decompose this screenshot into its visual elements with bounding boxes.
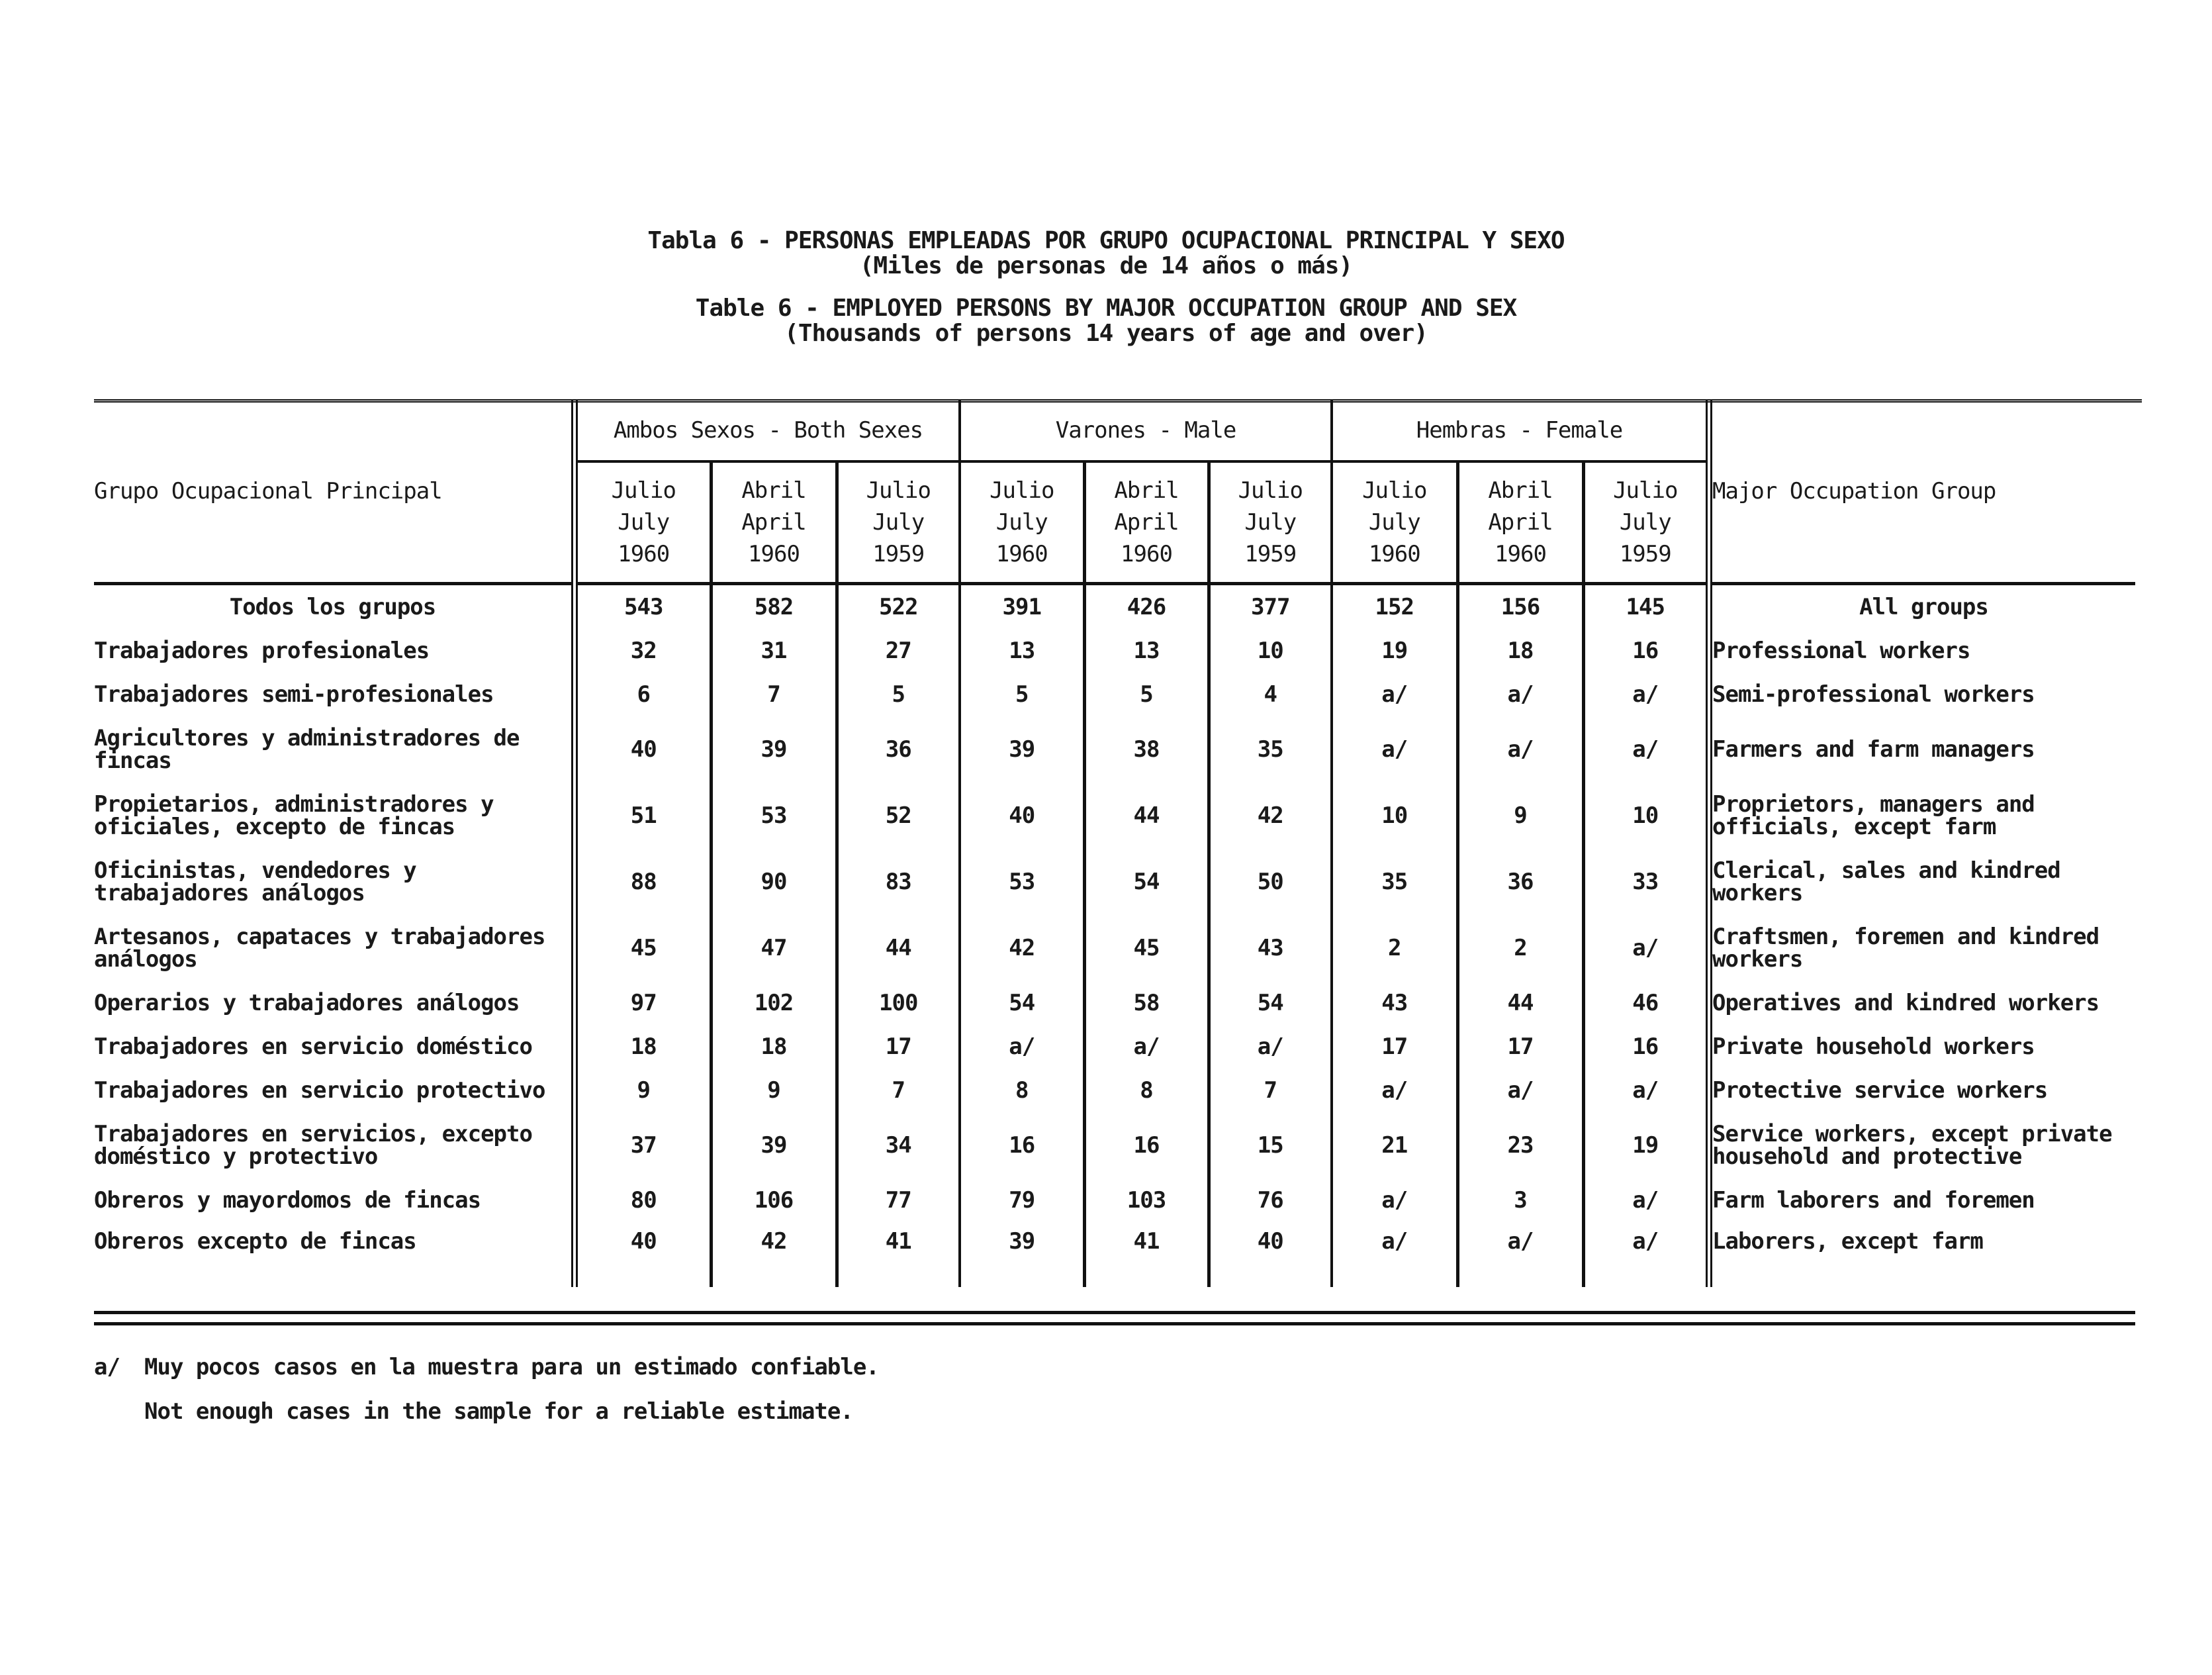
group-both-sexes: Ambos Sexos - Both Sexes [575, 401, 960, 461]
cell: 10 [1332, 783, 1457, 849]
cell: 88 [575, 849, 711, 915]
cell: 7 [837, 1069, 960, 1112]
row-label-es: Trabajadores profesionales [94, 638, 430, 664]
table-row [94, 1025, 2135, 1069]
table-row [94, 849, 2135, 915]
group-male: Varones - Male [960, 401, 1332, 461]
cell: a/ [1583, 1069, 1709, 1112]
cell: 97 [575, 981, 711, 1025]
cell: a/ [1332, 673, 1457, 716]
cell: 42 [1209, 783, 1332, 849]
cell: 145 [1583, 584, 1709, 630]
cell: 19 [1583, 1112, 1709, 1178]
period-header: Abril April 1960 [1457, 461, 1583, 584]
cell: 44 [1084, 783, 1209, 849]
cell: 15 [1209, 1112, 1332, 1178]
cell: 17 [837, 1025, 960, 1069]
cell: 35 [1209, 716, 1332, 783]
cell: 10 [1209, 629, 1332, 673]
cell: 77 [837, 1178, 960, 1222]
period-header: Julio July 1960 [1332, 461, 1457, 584]
cell: 5 [960, 673, 1084, 716]
cell: 39 [960, 1222, 1084, 1287]
cell: 54 [960, 981, 1084, 1025]
table-row [94, 1222, 2135, 1287]
cell: 2 [1332, 915, 1457, 981]
table-row [94, 1069, 2135, 1112]
cell: 10 [1583, 783, 1709, 849]
table-row [94, 629, 2135, 673]
cell: 7 [711, 673, 837, 716]
cell: 41 [1084, 1222, 1209, 1287]
cell: 582 [711, 584, 837, 630]
footnote-en [94, 1398, 853, 1425]
cell: 45 [575, 915, 711, 981]
period-header: Abril April 1960 [1084, 461, 1209, 584]
cell: 76 [1209, 1178, 1332, 1222]
row-label-es: Artesanos, capataces y trabajadores análogos [94, 924, 545, 973]
row-label-es: Agricultores y administradores de fincas [94, 725, 520, 774]
cell: 42 [960, 915, 1084, 981]
cell: 51 [575, 783, 711, 849]
cell: 32 [575, 629, 711, 673]
cell: 5 [837, 673, 960, 716]
table-title-block [0, 228, 2212, 346]
cell: 426 [1084, 584, 1209, 630]
cell: 102 [711, 981, 837, 1025]
cell: 3 [1457, 1178, 1583, 1222]
cell: 16 [1583, 1025, 1709, 1069]
subtitle-es: (Miles de personas de 14 años o más) [859, 252, 1353, 279]
cell: 33 [1583, 849, 1709, 915]
row-label-en: Farmers and farm managers [1709, 716, 2135, 783]
cell: 43 [1209, 915, 1332, 981]
cell: a/ [1332, 1222, 1457, 1287]
cell: 17 [1457, 1025, 1583, 1069]
row-label-en: Semi-professional workers [1709, 673, 2135, 716]
cell: 100 [837, 981, 960, 1025]
cell: a/ [1457, 716, 1583, 783]
cell: 35 [1332, 849, 1457, 915]
cell: 8 [1084, 1069, 1209, 1112]
row-label-es: Trabajadores en servicio protectivo [94, 1077, 545, 1104]
cell: 42 [711, 1222, 837, 1287]
row-label-es: Trabajadores en servicios, excepto doméstico y protectivo [94, 1121, 532, 1170]
cell: 106 [711, 1178, 837, 1222]
row-label-en: Protective service workers [1709, 1069, 2135, 1112]
cell: 23 [1457, 1112, 1583, 1178]
row-label-es: Propietarios, administradores y oficiales, excepto de fincas [94, 791, 494, 840]
header-left: Grupo Ocupacional Principal [94, 401, 575, 584]
cell: 79 [960, 1178, 1084, 1222]
cell: 19 [1332, 629, 1457, 673]
cell: a/ [1583, 915, 1709, 981]
cell: 44 [837, 915, 960, 981]
cell: 4 [1209, 673, 1332, 716]
row-label-es: Obreros excepto de fincas [94, 1228, 416, 1255]
cell: a/ [1332, 1069, 1457, 1112]
cell: 39 [711, 716, 837, 783]
cell: 16 [1583, 629, 1709, 673]
cell: 6 [575, 673, 711, 716]
cell: 58 [1084, 981, 1209, 1025]
cell: 8 [960, 1069, 1084, 1112]
cell: 18 [1457, 629, 1583, 673]
cell: 2 [1457, 915, 1583, 981]
cell: 90 [711, 849, 837, 915]
cell: 54 [1209, 981, 1332, 1025]
group-female: Hembras - Female [1332, 401, 1709, 461]
cell: 13 [1084, 629, 1209, 673]
table-row [94, 716, 2135, 783]
cell: 41 [837, 1222, 960, 1287]
cell: 522 [837, 584, 960, 630]
cell: a/ [1583, 1178, 1709, 1222]
cell: 5 [1084, 673, 1209, 716]
cell: 34 [837, 1112, 960, 1178]
cell: a/ [1084, 1025, 1209, 1069]
cell: 17 [1332, 1025, 1457, 1069]
title-en: Table 6 - EMPLOYED PERSONS BY MAJOR OCCUPATION GROUP AND SEX [695, 295, 1517, 322]
cell: 40 [1209, 1222, 1332, 1287]
row-label-en: All groups [1709, 584, 2135, 630]
cell: 52 [837, 783, 960, 849]
cell: 53 [711, 783, 837, 849]
cell: 44 [1457, 981, 1583, 1025]
table-row [94, 1178, 2135, 1222]
cell: 36 [1457, 849, 1583, 915]
cell: 39 [711, 1112, 837, 1178]
cell: 39 [960, 716, 1084, 783]
footnote-mark: a/ [94, 1354, 120, 1380]
cell: 16 [960, 1112, 1084, 1178]
cell: 53 [960, 849, 1084, 915]
row-label-en: Laborers, except farm [1709, 1222, 2135, 1287]
row-label-en: Farm laborers and foremen [1709, 1178, 2135, 1222]
cell: 38 [1084, 716, 1209, 783]
footnote-es [94, 1354, 879, 1380]
row-label-es: Operarios y trabajadores análogos [94, 990, 520, 1016]
row-label-es: Trabajadores en servicio doméstico [94, 1033, 532, 1060]
row-label-es: Todos los grupos [229, 594, 436, 620]
row-label-en: Operatives and kindred workers [1709, 981, 2135, 1025]
cell: 54 [1084, 849, 1209, 915]
cell: 21 [1332, 1112, 1457, 1178]
cell: 18 [575, 1025, 711, 1069]
table-row [94, 981, 2135, 1025]
employment-table [94, 401, 2135, 1287]
cell: a/ [1457, 1222, 1583, 1287]
cell: 40 [960, 783, 1084, 849]
period-header: Julio July 1960 [960, 461, 1084, 584]
table-row [94, 915, 2135, 981]
bottom-rule [94, 1311, 2135, 1325]
cell: a/ [1332, 1178, 1457, 1222]
cell: 7 [1209, 1069, 1332, 1112]
period-header: Julio July 1959 [837, 461, 960, 584]
cell: 40 [575, 716, 711, 783]
row-label-en: Service workers, except private household and protective [1709, 1112, 2135, 1178]
cell: 31 [711, 629, 837, 673]
cell: 16 [1084, 1112, 1209, 1178]
period-header: Abril April 1960 [711, 461, 837, 584]
cell: 18 [711, 1025, 837, 1069]
header-right: Major Occupation Group [1709, 401, 2135, 584]
cell: a/ [1583, 673, 1709, 716]
row-label-es: Oficinistas, vendedores y trabajadores análogos [94, 857, 416, 906]
table-row [94, 783, 2135, 849]
cell: a/ [1332, 716, 1457, 783]
cell: a/ [1457, 1069, 1583, 1112]
cell: 80 [575, 1178, 711, 1222]
row-label-en: Clerical, sales and kindred workers [1709, 849, 2135, 915]
period-header: Julio July 1959 [1209, 461, 1332, 584]
footnote-text-en: Not enough cases in the sample for a reliable estimate. [144, 1398, 853, 1425]
cell: 391 [960, 584, 1084, 630]
cell: 156 [1457, 584, 1583, 630]
cell: 45 [1084, 915, 1209, 981]
row-label-en: Craftsmen, foremen and kindred workers [1709, 915, 2135, 981]
cell: 9 [575, 1069, 711, 1112]
row-label-en: Private household workers [1709, 1025, 2135, 1069]
cell: 152 [1332, 584, 1457, 630]
footnote-text-es: Muy pocos casos en la muestra para un estimado confiable. [144, 1354, 879, 1380]
cell: 13 [960, 629, 1084, 673]
cell: 9 [1457, 783, 1583, 849]
row-label-es: Trabajadores semi-profesionales [94, 681, 494, 708]
cell: 543 [575, 584, 711, 630]
period-header: Julio July 1960 [575, 461, 711, 584]
cell: 83 [837, 849, 960, 915]
cell: 103 [1084, 1178, 1209, 1222]
row-label-en: Proprietors, managers and officials, except farm [1709, 783, 2135, 849]
cell: a/ [1209, 1025, 1332, 1069]
title-es: Tabla 6 - PERSONAS EMPLEADAS POR GRUPO OCUPACIONAL PRINCIPAL Y SEXO [647, 227, 1565, 254]
table-row [94, 584, 2135, 630]
cell: a/ [960, 1025, 1084, 1069]
period-header: Julio July 1959 [1583, 461, 1709, 584]
row-label-en: Professional workers [1709, 629, 2135, 673]
cell: 37 [575, 1112, 711, 1178]
cell: 46 [1583, 981, 1709, 1025]
cell: 43 [1332, 981, 1457, 1025]
cell: 50 [1209, 849, 1332, 915]
row-label-es: Obreros y mayordomos de fincas [94, 1187, 481, 1214]
cell: 377 [1209, 584, 1332, 630]
table-row [94, 1112, 2135, 1178]
cell: 27 [837, 629, 960, 673]
cell: a/ [1457, 673, 1583, 716]
subtitle-en: (Thousands of persons 14 years of age and over) [784, 320, 1428, 347]
cell: 47 [711, 915, 837, 981]
table-row [94, 673, 2135, 716]
cell: 9 [711, 1069, 837, 1112]
cell: 36 [837, 716, 960, 783]
cell: a/ [1583, 716, 1709, 783]
cell: a/ [1583, 1222, 1709, 1287]
cell: 40 [575, 1222, 711, 1287]
